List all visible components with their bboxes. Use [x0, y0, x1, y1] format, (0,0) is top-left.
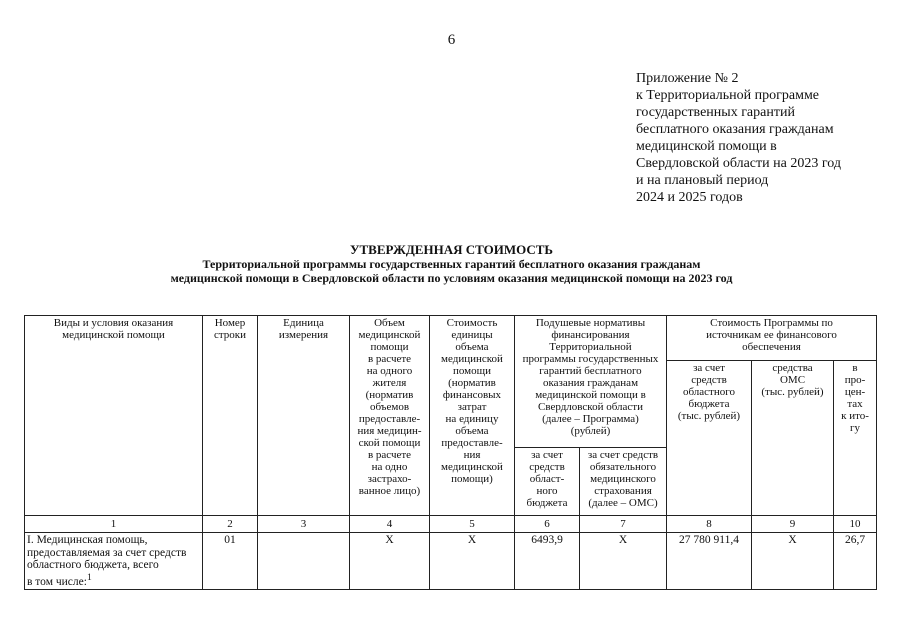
row-per-capita-oms-cell: Х — [580, 533, 667, 590]
appendix-line: Свердловской области на 2023 год — [636, 156, 841, 171]
row-volume-cell: Х — [350, 533, 430, 590]
column-number: 1 — [25, 516, 203, 533]
column-number: 7 — [580, 516, 667, 533]
appendix-line: бесплатного оказания гражданам — [636, 122, 834, 137]
row-cost-regional-cell: 27 780 911,4 — [667, 533, 752, 590]
appendix-line: медицинской помощи в — [636, 139, 777, 154]
row-cost-percent-cell: 26,7 — [834, 533, 877, 590]
header-cost-regional: за счет средств областного бюджета (тыс. рублей) — [667, 361, 752, 516]
document-title — [0, 243, 903, 285]
row-name: I. Медицинская помощь, предоставляемая за счет средств областного бюджета, всего в том числе: — [27, 534, 187, 588]
column-number: 2 — [203, 516, 258, 533]
title-main: УТВЕРЖДЕННАЯ СТОИМОСТЬ — [349, 242, 554, 257]
header-cost-percent: в про- цен- тах к ито- гу — [834, 361, 877, 516]
appendix-caption — [636, 70, 886, 206]
appendix-line: к Территориальной программе — [636, 88, 820, 103]
page-number: 6 — [447, 32, 456, 48]
appendix-line: 2024 и 2025 годов — [636, 190, 743, 205]
appendix-line: и на плановый период — [636, 173, 769, 188]
header-row-number: Номер строки — [203, 316, 258, 516]
header-per-capita: Подушевые нормативы финансирования Территориальной программы государственных гарантий бесплатного оказания гражданам медицинской помощи в Свердловской области (далее – Программа) (рублей) — [515, 316, 667, 448]
header-per-capita-oms: за счет средств обязательного медицинского страхования (далее – ОМС) — [580, 448, 667, 516]
row-per-capita-regional-cell: 6493,9 — [515, 533, 580, 590]
row-footnote: 1 — [86, 571, 92, 583]
column-number-row — [25, 516, 877, 533]
column-number: 5 — [430, 516, 515, 533]
title-line: медицинской помощи в Свердловской области по условиям оказания медицинской помощи на 2023 год — [170, 271, 733, 285]
table-row — [25, 533, 877, 590]
header-types: Виды и условия оказания медицинской помощи — [25, 316, 203, 516]
column-number: 3 — [258, 516, 350, 533]
column-number: 8 — [667, 516, 752, 533]
column-number: 9 — [752, 516, 834, 533]
column-number: 6 — [515, 516, 580, 533]
header-unit-cost: Стоимость единицы объема медицинской помощи (норматив финансовых затрат на единицу объема предоставле- ния медицинской помощи) — [430, 316, 515, 516]
header-volume: Объем медицинской помощи в расчете на одного жителя (норматив объемов предоставле- ния медицин- ской помощи в расчете на одно застрахо- ванное лицо) — [350, 316, 430, 516]
appendix-line: Приложение № 2 — [636, 71, 739, 86]
cost-table — [24, 315, 877, 590]
row-unit-cost-cell: Х — [430, 533, 515, 590]
row-unit-cell — [258, 533, 350, 590]
header-per-capita-regional: за счет средств област- ного бюджета — [515, 448, 580, 516]
appendix-line: государственных гарантий — [636, 105, 795, 120]
row-name-cell — [25, 533, 203, 590]
row-cost-oms-cell: Х — [752, 533, 834, 590]
column-number: 10 — [834, 516, 877, 533]
header-unit: Единица измерения — [258, 316, 350, 516]
column-number: 4 — [350, 516, 430, 533]
header-row — [25, 316, 877, 361]
title-line: Территориальной программы государственных гарантий бесплатного оказания гражданам — [202, 257, 701, 271]
row-number-cell: 01 — [203, 533, 258, 590]
header-program-cost: Стоимость Программы по источникам ее финансового обеспечения — [667, 316, 877, 361]
header-cost-oms: средства ОМС (тыс. рублей) — [752, 361, 834, 516]
